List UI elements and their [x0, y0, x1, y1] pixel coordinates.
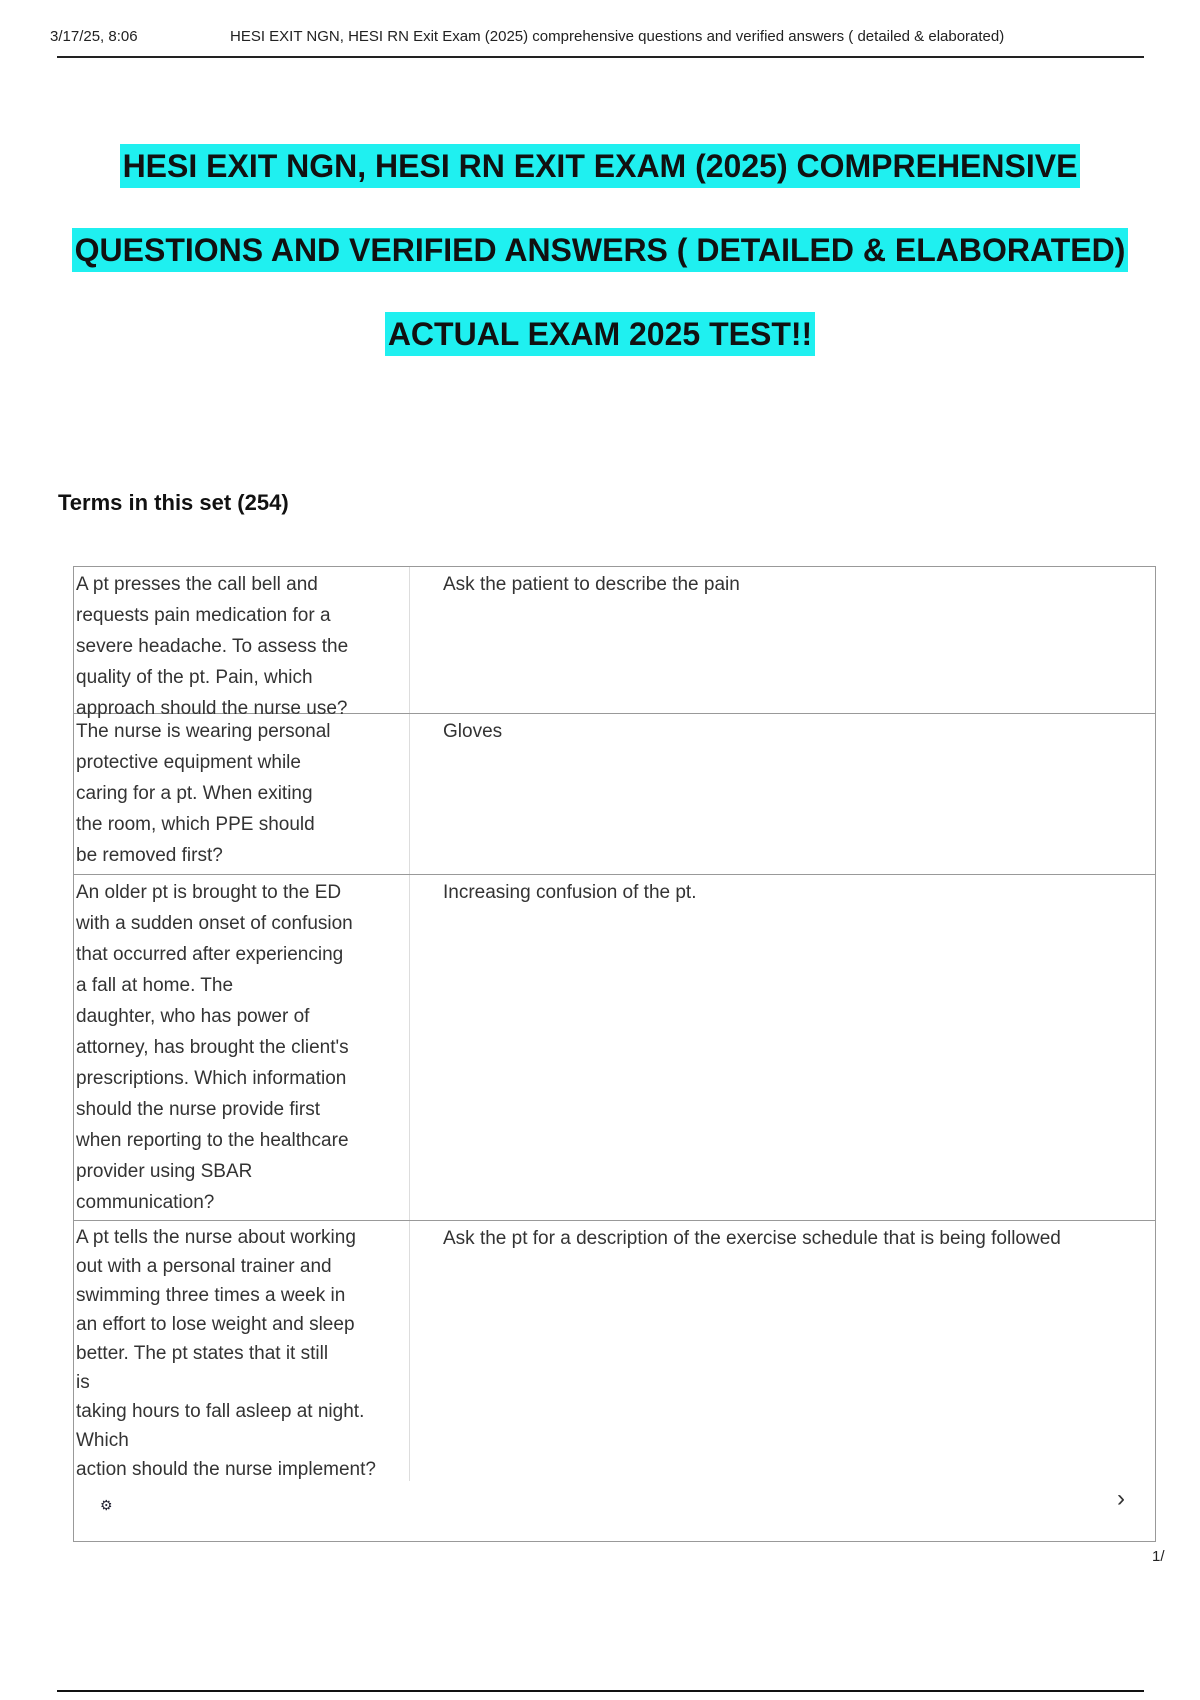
terms-count-heading: Terms in this set (254): [58, 490, 289, 515]
term-question: A pt tells the nurse about working out with a personal trainer and swimming three times a week in an effort to lose weight and sleep better. The pt states that it still is taking hours to fall asleep at night. Which action should the nurse implement?: [76, 1227, 376, 1480]
term-answer: Gloves: [443, 721, 503, 742]
title-text: QUESTIONS AND VERIFIED ANSWERS ( DETAILED & ELABORATED): [72, 228, 1129, 272]
title-text: HESI EXIT NGN, HESI RN EXIT EXAM (2025) COMPREHENSIVE: [120, 144, 1081, 188]
table-row: [74, 875, 1155, 1221]
header-divider: [57, 56, 1144, 58]
print-header-title: HESI EXIT NGN, HESI RN Exit Exam (2025) comprehensive questions and verified answers ( detailed & elaborated): [230, 28, 1005, 45]
column-divider: [409, 714, 410, 874]
table-row: [74, 1221, 1155, 1481]
title-line-3: [0, 316, 1200, 353]
term-answer: Increasing confusion of the pt.: [443, 882, 697, 903]
terms-table: [73, 566, 1156, 1542]
page-number: 1/: [1152, 1548, 1165, 1565]
term-question: An older pt is brought to the ED with a sudden onset of confusion that occurred after experiencing a fall at home. The daughter, who has power of attorney, has brought the client's prescriptions. Which information should the nurse provide first when reporting to the healthcare provider using SBAR communication?: [76, 882, 353, 1213]
chevron-right-icon[interactable]: ›: [1117, 1485, 1125, 1512]
term-question: The nurse is wearing personal protective equipment while caring for a pt. When exiting the room, which PPE should be removed first?: [76, 721, 331, 866]
column-divider: [409, 875, 410, 1220]
term-answer: Ask the patient to describe the pain: [443, 574, 740, 595]
term-question: A pt presses the call bell and requests pain medication for a severe headache. To assess the quality of the pt. Pain, which approach should the nurse use?: [76, 574, 349, 719]
table-row: [74, 714, 1155, 875]
title-line-1: [0, 148, 1200, 185]
settings-icon[interactable]: ⚙: [100, 1497, 113, 1513]
column-divider: [409, 567, 410, 713]
table-row: [74, 567, 1155, 719]
title-text: ACTUAL EXAM 2025 TEST!!: [385, 312, 815, 356]
title-line-2: [0, 232, 1200, 269]
term-answer: Ask the pt for a description of the exercise schedule that is being followed: [443, 1228, 1061, 1249]
print-date: 3/17/25, 8:06: [50, 28, 138, 45]
column-divider: [409, 1221, 410, 1481]
footer-divider: [57, 1690, 1144, 1692]
